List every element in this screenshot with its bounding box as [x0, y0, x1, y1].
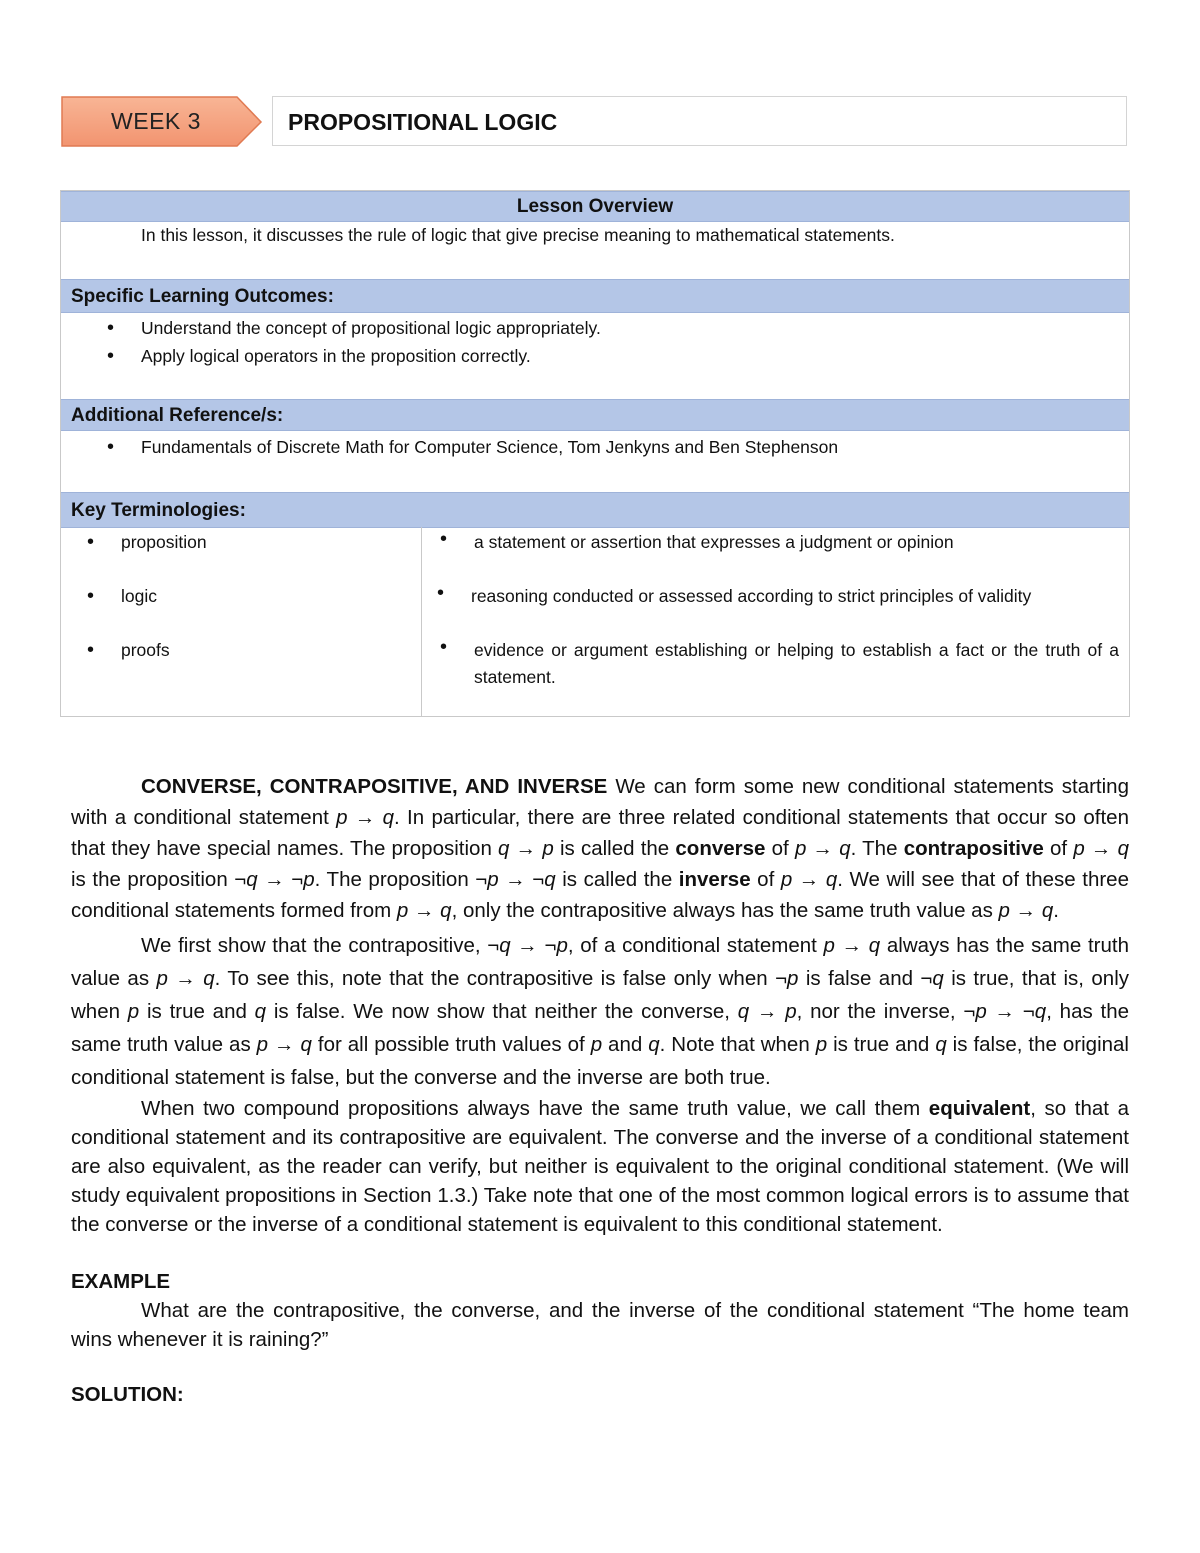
- list-item: • Fundamentals of Discrete Math for Computer Science, Tom Jenkyns and Ben Stephenson: [141, 437, 838, 458]
- example-heading: EXAMPLE: [71, 1270, 171, 1293]
- paragraph-equivalent: When two compound propositions always have the same truth value, we call them equivalent, so that a conditional statement and its contrapositive are equivalent. The converse and the inverse of a conditional statement are also equivalent, as the reader can verify, but neither is equivalent to the original conditional statement. (We will study equivalent propositions in Section 1.3.) Take note that one of the most common logical errors is to assume that the converse or the inverse of a conditional statement is equivalent to this conditional statement.: [71, 1097, 1129, 1236]
- definitions-list: [471, 532, 1119, 691]
- title-box: [272, 96, 1127, 146]
- body-section: [71, 771, 1129, 1409]
- lesson-overview-band: [61, 191, 1129, 222]
- outcomes-band: [61, 279, 1129, 313]
- overview-table: [60, 190, 1130, 717]
- terms-heading: Key Terminologies:: [71, 500, 246, 521]
- week-tag: [61, 96, 261, 147]
- definition-item: • reasoning conducted or assessed according to strict principles of validity: [471, 583, 1119, 637]
- references-band: [61, 399, 1129, 431]
- example-text: What are the contrapositive, the converse, and the inverse of the conditional statement “The home team wins whenever it is raining?”: [71, 1299, 1129, 1351]
- term-item: • proofs: [121, 640, 207, 694]
- references-heading: Additional Reference/s:: [71, 405, 284, 426]
- paragraph-contrapositive: We first show that the contrapositive, ¬q → ¬p, of a conditional statement p → q always has the same truth value as p → q. To see this, note that the contrapositive is false only when ¬p is false and ¬q is true, that is, only when p is true and q is false. We now show that neither the converse, q → p, nor the inverse, ¬p → ¬q, has the same truth value as p → q for all possible truth values of p and q. Note that when p is true and q is false, the original conditional statement is false, but the converse and the inverse are both true.: [71, 934, 1129, 1089]
- paragraph-converse: CONVERSE, CONTRAPOSITIVE, AND INVERSE We can form some new conditional statements starting with a conditional statement p → q. In particular, there are three related conditional statements that occur so often that they have special names. The proposition q → p is called the converse of p → q. The contrapositive of p → q is the proposition ¬q → ¬p. The proposition ¬p → ¬q is called the inverse of p → q. We will see that of these three conditional statements formed from p → q, only the contrapositive always has the same truth value as p → q.: [71, 775, 1130, 922]
- week-label: WEEK 3: [111, 108, 201, 134]
- terms-list: [121, 532, 207, 694]
- list-item: • Understand the concept of propositional logic appropriately.: [141, 318, 601, 346]
- section-heading: CONVERSE, CONTRAPOSITIVE, AND INVERSE: [141, 775, 608, 798]
- list-item: • Apply logical operators in the proposition correctly.: [141, 346, 601, 374]
- lesson-overview-text: In this lesson, it discusses the rule of logic that give precise meaning to mathematical statements.: [141, 225, 895, 245]
- outcomes-list: [141, 318, 601, 374]
- outcomes-heading: Specific Learning Outcomes:: [71, 286, 334, 307]
- term-item: • logic: [121, 586, 207, 640]
- terms-band: [61, 492, 1129, 528]
- lesson-overview-heading: Lesson Overview: [516, 196, 674, 217]
- term-item: • proposition: [121, 532, 207, 586]
- references-list: [141, 437, 838, 458]
- definition-item: • evidence or argument establishing or helping to establish a fact or the truth of a statement.: [474, 637, 1119, 691]
- solution-heading: SOLUTION:: [71, 1383, 184, 1406]
- page-title: PROPOSITIONAL LOGIC: [288, 109, 558, 135]
- definition-item: • a statement or assertion that expresses a judgment or opinion: [474, 529, 1119, 583]
- terms-column-divider: [421, 527, 422, 717]
